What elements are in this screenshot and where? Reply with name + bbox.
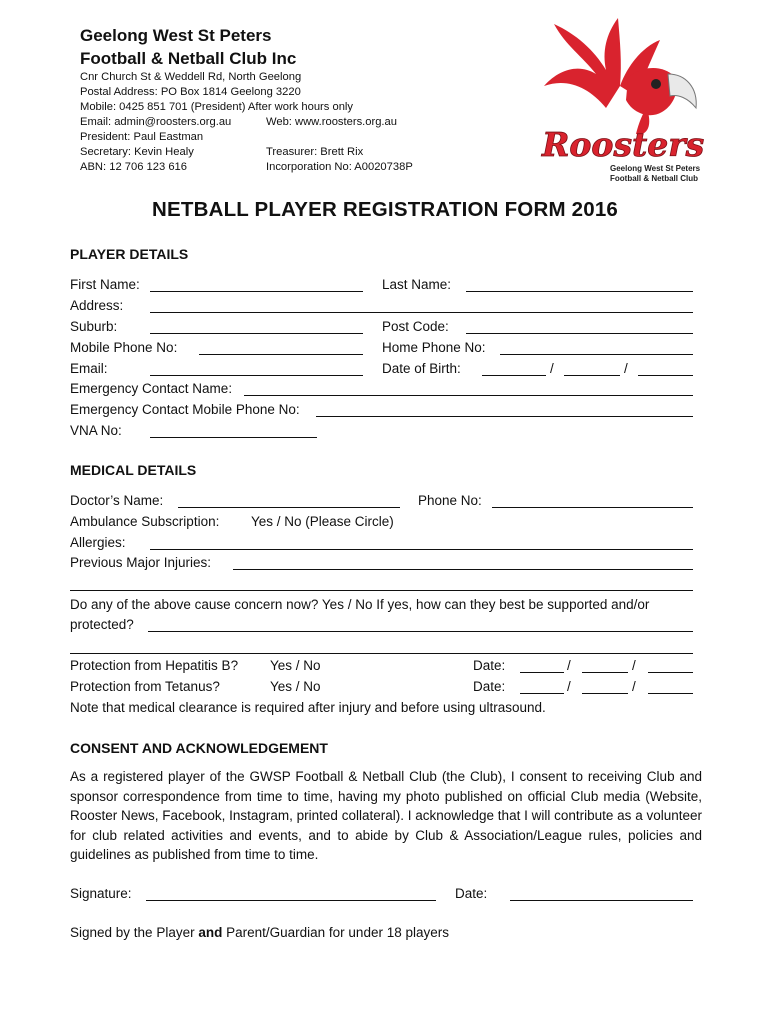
mobile-phone-label: Mobile Phone No: <box>70 340 178 355</box>
hepatitis-b-options[interactable]: Yes / No <box>270 658 321 673</box>
signed-by-note <box>70 925 449 940</box>
player-details-heading: PLAYER DETAILS <box>70 246 189 262</box>
address-label: Address: <box>70 298 124 313</box>
dob-day-field[interactable] <box>482 375 546 376</box>
concern-question-line2: protected? <box>70 617 134 632</box>
tetanus-date-month[interactable] <box>582 693 628 694</box>
logo-subtitle-line2: Football & Netball Club <box>610 174 698 183</box>
club-name-line1: Geelong West St Peters <box>80 26 272 45</box>
concern-field-line2[interactable] <box>70 653 693 654</box>
hepatitis-b-date-label: Date: <box>473 658 506 673</box>
tetanus-label: Protection from Tetanus? <box>70 679 220 694</box>
dob-month-field[interactable] <box>564 375 620 376</box>
signed-by-post: Parent/Guardian for under 18 players <box>222 925 449 940</box>
doctor-phone-field[interactable] <box>492 507 693 508</box>
consent-heading: CONSENT AND ACKNOWLEDGEMENT <box>70 740 328 756</box>
email-field[interactable] <box>150 375 363 376</box>
signature-date-field[interactable] <box>510 900 693 901</box>
signed-by-pre: Signed by the Player <box>70 925 199 940</box>
medical-details-heading: MEDICAL DETAILS <box>70 462 197 478</box>
dob-year-field[interactable] <box>638 375 693 376</box>
emergency-contact-name-field[interactable] <box>244 395 693 396</box>
concern-question: Do any of the above cause concern now? Yes / No If yes, how can they best be supported and/or <box>70 597 650 612</box>
allergies-field[interactable] <box>150 549 693 550</box>
club-secretary: Secretary: Kevin Healy <box>80 146 194 158</box>
ambulance-options[interactable]: Yes / No (Please Circle) <box>251 514 394 529</box>
hep-b-separator-1: / <box>567 658 571 673</box>
tetanus-date-day[interactable] <box>520 693 564 694</box>
club-postal-address: Postal Address: PO Box 1814 Geelong 3220 <box>80 86 301 98</box>
tetanus-separator-1: / <box>567 679 571 694</box>
hep-b-separator-2: / <box>632 658 636 673</box>
home-phone-label: Home Phone No: <box>382 340 486 355</box>
club-president: President: Paul Eastman <box>80 131 204 143</box>
vna-label: VNA No: <box>70 423 122 438</box>
previous-injuries-field-line2[interactable] <box>70 590 693 591</box>
doctor-name-label: Doctor’s Name: <box>70 493 164 508</box>
emergency-contact-name-label: Emergency Contact Name: <box>70 381 233 396</box>
tetanus-options[interactable]: Yes / No <box>270 679 321 694</box>
last-name-field[interactable] <box>466 291 693 292</box>
club-treasurer: Treasurer: Brett Rix <box>266 146 364 158</box>
previous-injuries-field[interactable] <box>233 569 693 570</box>
tetanus-separator-2: / <box>632 679 636 694</box>
emergency-contact-mobile-field[interactable] <box>316 416 693 417</box>
consent-paragraph: As a registered player of the GWSP Football & Netball Club (the Club), I consent to receiving Club and sponsor correspondence from time to time, having my photo published on official Club media (Website, Rooster News, Facebook, Instagram, printed collateral). I acknowledge that I will contribute as a volunteer for club related activities and events, and to abide by Club & Association/League rules, policies and guidelines as published from time to time. <box>70 769 702 863</box>
address-field[interactable] <box>150 312 693 313</box>
signature-date-label: Date: <box>455 886 488 901</box>
previous-injuries-label: Previous Major Injuries: <box>70 555 212 570</box>
first-name-field[interactable] <box>150 291 363 292</box>
logo-wordmark: Roosters <box>542 125 705 164</box>
hepatitis-b-date-year[interactable] <box>648 672 693 673</box>
club-web: Web: www.roosters.org.au <box>266 116 397 128</box>
last-name-label: Last Name: <box>382 277 452 292</box>
tetanus-date-year[interactable] <box>648 693 693 694</box>
club-incorporation: Incorporation No: A0020738P <box>266 161 413 173</box>
club-mobile: Mobile: 0425 851 701 (President) After work hours only <box>80 101 354 113</box>
club-name-line2: Football & Netball Club Inc <box>80 49 297 68</box>
hepatitis-b-date-day[interactable] <box>520 672 564 673</box>
dob-separator-2: / <box>624 361 628 376</box>
post-code-field[interactable] <box>466 333 693 334</box>
vna-field[interactable] <box>150 437 317 438</box>
club-abn: ABN: 12 706 123 616 <box>80 161 187 173</box>
roosters-logo <box>536 16 706 186</box>
concern-field[interactable] <box>148 631 693 632</box>
first-name-label: First Name: <box>70 277 140 292</box>
emergency-contact-mobile-label: Emergency Contact Mobile Phone No: <box>70 402 300 417</box>
medical-clearance-note: Note that medical clearance is required after injury and before using ultrasound. <box>70 700 546 715</box>
signature-field[interactable] <box>146 900 436 901</box>
doctor-name-field[interactable] <box>178 507 400 508</box>
suburb-field[interactable] <box>150 333 363 334</box>
suburb-label: Suburb: <box>70 319 118 334</box>
dob-separator-1: / <box>550 361 554 376</box>
tetanus-date-label: Date: <box>473 679 506 694</box>
home-phone-field[interactable] <box>500 354 693 355</box>
email-label: Email: <box>70 361 108 376</box>
mobile-phone-field[interactable] <box>199 354 363 355</box>
doctor-phone-label: Phone No: <box>418 493 482 508</box>
signed-by-bold: and <box>198 925 223 940</box>
hepatitis-b-label: Protection from Hepatitis B? <box>70 658 239 673</box>
hepatitis-b-date-month[interactable] <box>582 672 628 673</box>
post-code-label: Post Code: <box>382 319 449 334</box>
date-of-birth-label: Date of Birth: <box>382 361 461 376</box>
form-title: NETBALL PLAYER REGISTRATION FORM 2016 <box>151 198 619 221</box>
ambulance-subscription-label: Ambulance Subscription: <box>70 514 220 529</box>
signature-label: Signature: <box>70 886 132 901</box>
allergies-label: Allergies: <box>70 535 126 550</box>
club-address: Cnr Church St & Weddell Rd, North Geelong <box>80 71 302 83</box>
logo-subtitle-line1: Geelong West St Peters <box>610 164 701 173</box>
club-email: Email: admin@roosters.org.au <box>80 116 232 128</box>
